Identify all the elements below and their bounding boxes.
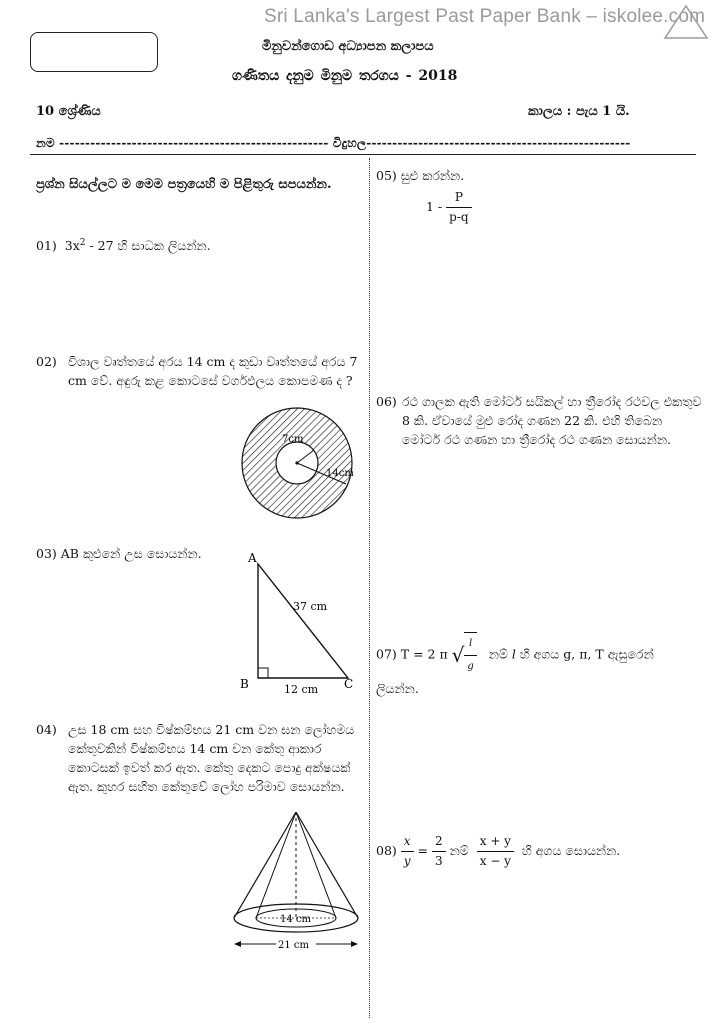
question-04-number: 04) (36, 722, 57, 737)
q5-numerator: P (454, 190, 463, 204)
q7-radicand-numerator: l (469, 638, 473, 649)
question-05-expression: 1 - $\frac{P}{p-q}$ (426, 188, 472, 227)
question-08: 08) $\frac{x}{y}$ = $\frac{2}{3}$ නම් $\frac{x + y}{x - y}$ හි අගය සොයන්න. (376, 832, 620, 871)
base-label: 12 cm (284, 683, 319, 696)
vertex-c-label: C (344, 677, 354, 691)
inner-diameter-label: 14 cm (280, 914, 311, 925)
vertex-a-label: A (248, 551, 257, 565)
watermark-text: Sri Lanka's Largest Past Paper Bank – iskolee.com (264, 6, 706, 27)
instruction-text: ප්‍රශ්න සියල්ලට ම මෙම පත්‍රයෙහි ම පිළිතුරු සපයන්න. (36, 177, 332, 192)
zone-name: මිනුවන්ගොඩ අධ්‍යාපන කලාපය (262, 39, 434, 54)
time-label: කාලය : පැය 1 යි. (528, 104, 630, 119)
question-04-text: උස 18 cm සහ විෂ්කම්භය 21 cm වන ඝන ලෝහමය කේතුවකින් විෂ්කම්භය 14 cm වන කේතු ආකාර කොටසක් ඉවත් කර ඇත. කේතු දෙකට පොදු අක්ෂයක් ඇත. කුහර සහිත කේතුවේ ලෝහ පරිමාව සොයන්න. (68, 722, 355, 794)
watermark-triangle-logo (663, 4, 709, 40)
paper-title: ගණිතය දනුම මිනුම තරගය - 2018 (232, 68, 458, 84)
outer-diameter-label: 21 cm (278, 940, 309, 951)
index-number-box (30, 32, 158, 72)
header-divider (30, 154, 696, 155)
column-divider (369, 158, 370, 1018)
question-06-text: රථ ගාලක ඇති මෝටර් සයිකල් හා ත්‍රීරෝද රථවල එකතුව 8 කි. ඒවායේ මුළු රෝද ගණන 22 කි. එහි තිබෙන මෝටර් රථ ගණන හා ත්‍රීරෝද රථ ගණන සොයන්න. (402, 394, 702, 447)
annulus-diagram (238, 404, 358, 524)
question-02-text: විශාල වෘත්තයේ අරය 14 cm ද කුඩා වෘත්තයේ අරය 7 cm වේ. අඳුරු කළ කොටසේ වර්ගඵලය කොපමණ ද ? (68, 354, 358, 388)
question-02-number: 02) (36, 354, 57, 369)
vertex-b-label: B (240, 677, 249, 691)
question-03: 03) AB කුළුනේ උස සොයන්න. (36, 546, 202, 561)
q5-denominator: p-q (446, 207, 471, 227)
question-01: 01) $3x^2 - 27$ හි සාධක ලියන්න. (36, 238, 211, 254)
question-05: 05) සුළු කරන්න. (376, 168, 465, 183)
grade-label: 10 ශ්‍රේණිය (36, 104, 101, 119)
name-school-line: නම ---------------------------------------------------- විදුහල--------------------------------------------------- (36, 136, 631, 150)
question-07: 07) T = 2 π √ $\frac{l}{g}$ නම් l හි අගය g, π, T ඇසුරෙන් ලියන්න. (376, 632, 698, 700)
outer-radius-label: 14cm (326, 468, 354, 479)
hollow-cone-diagram (226, 810, 366, 970)
inner-radius-label: 7cm (282, 434, 304, 445)
q7-radicand-denominator: g (464, 655, 476, 678)
hypotenuse-label: 37 cm (293, 600, 328, 613)
question-06-number: 06) (376, 394, 397, 409)
right-triangle-diagram (232, 548, 362, 696)
